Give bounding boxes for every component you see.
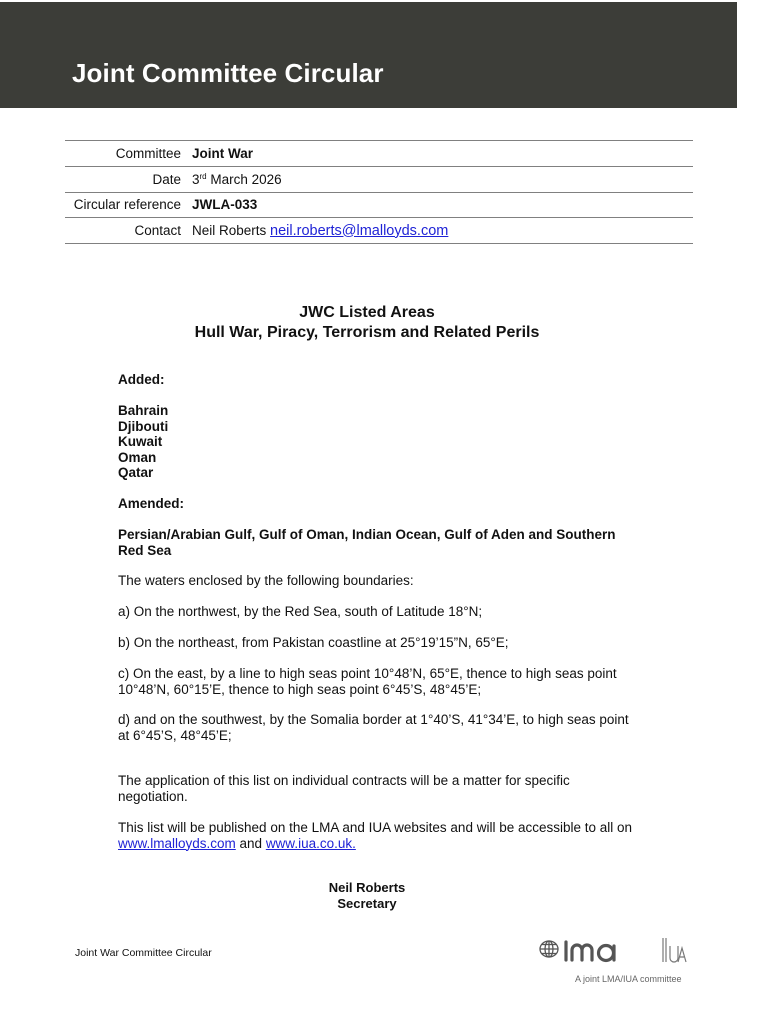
signature-block bbox=[0, 880, 734, 912]
document-title bbox=[0, 303, 734, 343]
meta-label: Committee bbox=[65, 141, 191, 167]
contact-email-link[interactable]: neil.roberts@lmalloyds.com bbox=[270, 222, 449, 239]
date-suffix: rd bbox=[199, 171, 207, 181]
footer-text: Joint War Committee Circular bbox=[75, 947, 212, 959]
footer-caption: A joint LMA/IUA committee bbox=[575, 974, 682, 984]
date-value bbox=[191, 166, 693, 192]
title-line-1: JWC Listed Areas bbox=[299, 304, 435, 321]
publish-sentence: This list will be published on the LMA and IUA websites and will be accessible to all on bbox=[118, 820, 633, 835]
list-item: Kuwait bbox=[118, 434, 163, 449]
title-line-2: Hull War, Piracy, Terrorism and Related Perils bbox=[194, 324, 540, 341]
amended-heading: Amended: bbox=[118, 496, 185, 511]
list-item: Oman bbox=[118, 449, 157, 465]
meta-row-contact bbox=[65, 218, 693, 244]
list-item: Djibouti bbox=[118, 418, 169, 434]
publish-text bbox=[118, 820, 638, 851]
signature-role: Secretary bbox=[337, 896, 397, 911]
meta-row-committee bbox=[65, 141, 693, 167]
header-band bbox=[0, 2, 737, 108]
contact-name: Neil Roberts bbox=[192, 222, 267, 238]
publish-and: and bbox=[235, 835, 266, 851]
date-rest: March 2026 bbox=[206, 171, 282, 187]
page-title: Joint Committee Circular bbox=[72, 58, 384, 88]
signature-name: Neil Roberts bbox=[328, 880, 406, 895]
meta-row-date bbox=[65, 166, 693, 192]
meta-label: Circular reference bbox=[65, 192, 191, 218]
added-list bbox=[118, 403, 638, 481]
iua-website-link[interactable]: www.iua.co.uk. bbox=[265, 835, 356, 851]
contact-value bbox=[191, 218, 693, 244]
boundary-a: a) On the northwest, by the Red Sea, south of Latitude 18°N; bbox=[118, 604, 483, 619]
list-item: Qatar bbox=[118, 465, 154, 480]
reference-value: JWLA-033 bbox=[191, 192, 693, 218]
added-heading: Added: bbox=[118, 372, 165, 387]
circular-meta-table bbox=[65, 140, 693, 244]
lma-website-link[interactable]: www.lmalloyds.com bbox=[118, 835, 236, 851]
meta-label: Contact bbox=[65, 218, 191, 244]
amended-area: Persian/Arabian Gulf, Gulf of Oman, Indian Ocean, Gulf of Aden and Southern Red Sea bbox=[118, 527, 616, 558]
meta-label: Date bbox=[65, 166, 191, 192]
boundary-c: c) On the east, by a line to high seas point 10°48’N, 65°E, thence to high seas point 10°48’N, 60°15’E, thence to high seas point 6°45’S, 48°45’E; bbox=[118, 666, 617, 697]
date-day: 3 bbox=[192, 171, 200, 187]
boundary-d: d) and on the southwest, by the Somalia border at 1°40’S, 41°34’E, to high seas point at 6°45’S, 48°45’E; bbox=[118, 712, 629, 743]
boundaries-intro: The waters enclosed by the following boundaries: bbox=[118, 573, 414, 588]
boundary-b: b) On the northeast, from Pakistan coastline at 25°19’15”N, 65°E; bbox=[118, 635, 509, 650]
iua-logo bbox=[658, 936, 690, 973]
lma-globe-icon bbox=[540, 941, 558, 957]
lma-logo bbox=[538, 938, 620, 973]
committee-value: Joint War bbox=[191, 141, 693, 167]
meta-row-reference bbox=[65, 192, 693, 218]
list-item: Bahrain bbox=[118, 403, 169, 418]
application-text: The application of this list on individual contracts will be a matter for specific negotiation. bbox=[118, 773, 570, 804]
